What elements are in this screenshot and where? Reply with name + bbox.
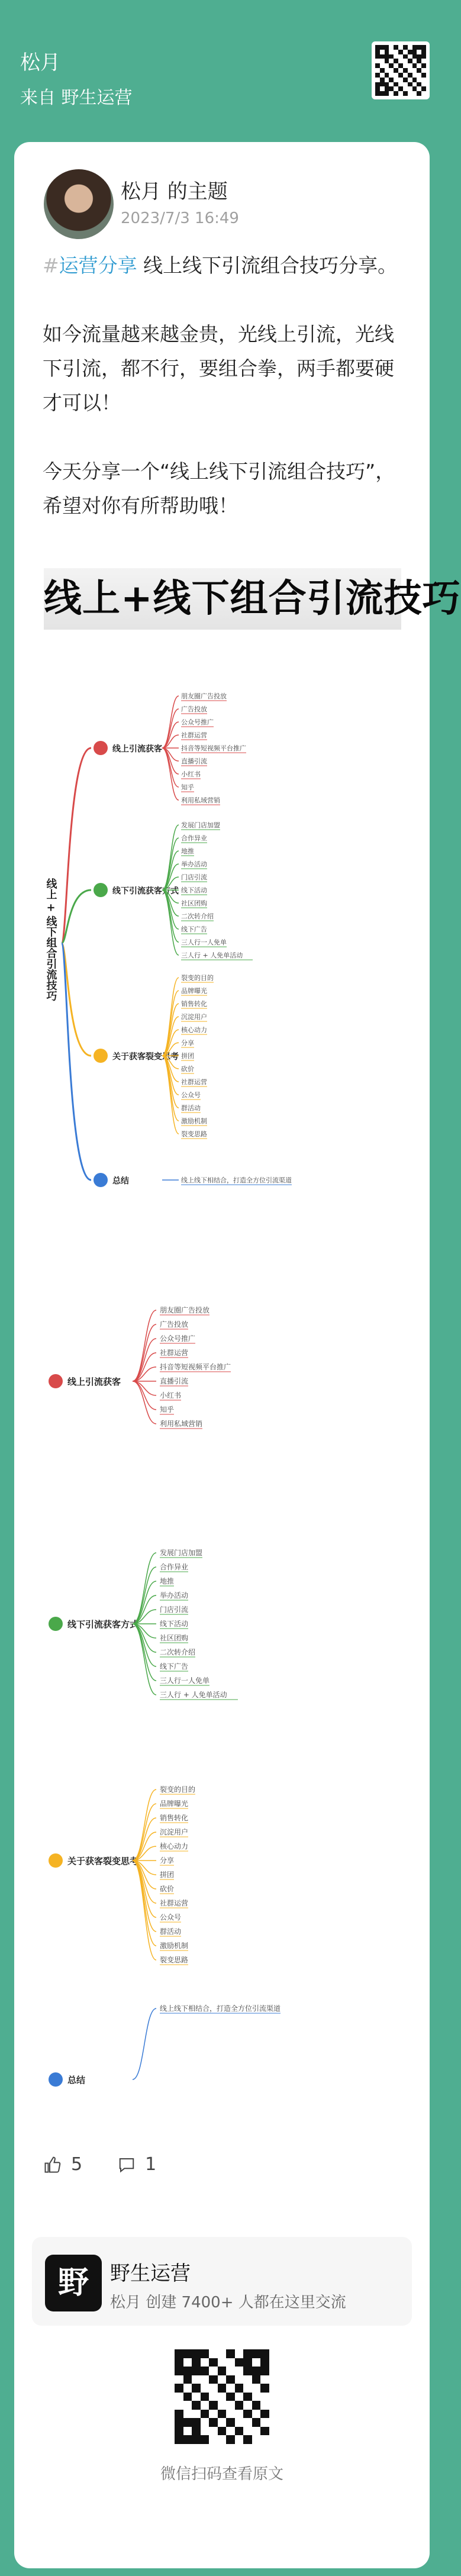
item-label: 线下广告 [181,926,207,933]
mindmap-title: 线上+线下组合引流技巧 [44,568,401,630]
item-label: 线下活动 [181,886,207,894]
section-item: 分享 [160,1856,175,1865]
section-connector [133,1310,156,1381]
item-label: 地推 [181,847,194,855]
item-connector [162,1004,179,1056]
section-item: 品牌曝光 [160,1800,189,1808]
section-item: 拼团 [160,1871,175,1879]
section-connector [133,1861,156,1946]
mindmap-root-label: 线上 + 线下组合引流技巧 [44,878,57,1001]
item-label: 三人行 + 人免单活动 [181,952,243,959]
section-item: 直播引流 [160,1377,189,1385]
scan-caption: 微信扫码查看原文 [160,2465,283,2483]
mindmap-connector [62,748,91,943]
item-label: 抖音等短视频平台推广 [181,744,246,752]
section-item: 线下广告 [160,1662,189,1671]
section-icon [49,1617,63,1631]
topic-tag[interactable]: #运营分享 [43,254,137,277]
like-button[interactable] [44,2154,82,2175]
item-label: 分享 [181,1039,194,1047]
section-item: 地推 [160,1577,175,1585]
branch-label: 总结 [112,1176,129,1186]
item-label: 广告投放 [181,705,207,713]
branch-icon [94,1173,108,1187]
item-label: 利用私域营销 [181,797,220,804]
branch-label: 线上引流获客 [112,744,162,754]
stats-bar [44,2154,192,2175]
channel-logo: 野 [45,2255,102,2311]
section-item: 社群运营 [160,1349,189,1357]
section-item: 公众号 [160,1913,182,1921]
item-connector [162,890,179,942]
item-label: 朋友圈广告投放 [181,692,227,700]
section-icon [49,1853,63,1868]
section-connector [133,1624,156,1681]
item-label: 二次转介绍 [181,913,214,920]
item-label: 社群运营 [181,1078,207,1086]
section-label: 线下引流获客方式 [67,1619,139,1630]
section-item: 群活动 [160,1927,182,1936]
branch-icon [94,883,108,897]
branch-icon [94,1049,108,1063]
comment-button[interactable] [118,2154,156,2175]
channel-meta: 松月 创建 7400+ 人都在这里交流 [110,2294,346,2311]
thumb-up-icon [44,2156,62,2174]
comment-icon [118,2156,136,2174]
post-paragraph-2: 如今流量越来越金贵，光线上引流，光线下引流，都不行，要组合拳，两手都要硬才可以！ [43,323,394,414]
section-item: 裂变的目的 [160,1785,196,1794]
item-connector [162,991,179,1056]
item-connector [162,748,179,800]
section-item: 利用私域营销 [160,1420,203,1428]
bottom-qr-code-icon[interactable] [175,2349,269,2444]
item-connector [162,838,179,890]
item-label: 裂变思路 [181,1130,207,1138]
section-item: 线下活动 [160,1620,189,1628]
comment-count: 1 [145,2154,157,2175]
item-label: 线上线下相结合，打造全方位引流渠道 [181,1176,292,1184]
section-connector [133,1553,156,1624]
section-item: 沉淀用户 [160,1828,189,1836]
section-item: 广告投放 [160,1320,189,1329]
item-label: 发展门店加盟 [181,821,220,829]
section-item: 举办活动 [160,1591,189,1600]
section-connector [133,2008,156,2080]
section-connector [133,1861,156,1932]
mindmap-image[interactable] [44,568,461,2085]
item-label: 销售转化 [181,1000,207,1008]
section-connector [133,1353,156,1381]
section-item: 发展门店加盟 [160,1549,203,1557]
item-label: 小红书 [181,770,201,778]
header-name: 松月 [20,51,60,75]
section-item: 合作异业 [160,1563,189,1571]
section-connector [133,1381,156,1424]
section-connector [133,1324,156,1381]
item-label: 举办活动 [181,860,207,868]
section-item: 三人行 + 人免单活动 [160,1691,227,1699]
section-label: 关于获客裂变思考 [67,1856,139,1866]
section-item: 公众号推广 [160,1334,196,1343]
section-item: 小红书 [160,1391,182,1400]
item-label: 三人行一人免单 [181,939,227,946]
item-label: 公众号 [181,1091,201,1099]
item-label: 知乎 [181,784,194,791]
section-item: 社群运营 [160,1899,189,1907]
item-label: 沉淀用户 [181,1013,207,1021]
branch-label: 关于获客裂变思考 [112,1052,179,1062]
item-connector [162,1056,179,1121]
item-label: 核心动力 [181,1026,207,1034]
item-label: 砍价 [181,1065,194,1073]
item-label: 合作异业 [181,834,207,842]
section-connector [133,1381,156,1410]
item-label: 门店引流 [181,873,207,881]
branch-icon [94,741,108,755]
section-icon [49,1374,63,1388]
avatar[interactable] [44,169,114,239]
qr-code-icon[interactable] [372,41,430,99]
section-item: 激励机制 [160,1942,189,1950]
item-label: 激励机制 [181,1117,207,1125]
item-label: 群活动 [181,1104,201,1112]
section-label: 线上引流获客 [67,1376,121,1387]
branch-label: 线下引流获客方式 [112,886,179,896]
mindmap-diagram [44,630,401,2083]
section-connector [133,1381,156,1395]
item-label: 社区团购 [181,899,207,907]
section-item: 线上线下相结合，打造全方位引流渠道 [160,2004,281,2013]
item-label: 裂变的目的 [181,974,214,982]
post-paragraph-1: #运营分享 线上线下引流组合技巧分享。 [43,254,398,277]
author-name[interactable]: 松月 的主题 [121,180,228,204]
item-connector [162,825,179,890]
post-date: 2023/7/3 16:49 [121,209,239,227]
section-label: 总结 [67,2075,86,2085]
header [0,0,444,142]
section-item: 抖音等短视频平台推广 [160,1363,231,1371]
item-connector [162,696,179,748]
section-item: 知乎 [160,1405,175,1414]
item-label: 社群运营 [181,731,207,739]
item-label: 品牌曝光 [181,987,207,995]
section-item: 二次转介绍 [160,1648,196,1656]
section-item: 砍价 [160,1885,175,1893]
item-label: 公众号推广 [181,718,214,726]
post-paragraph-3: 今天分享一个“线上线下引流组合技巧”，希望对你有所帮助哦！ [43,460,395,517]
section-item: 门店引流 [160,1605,189,1614]
header-source[interactable]: 来自 野生运营 [20,88,133,108]
section-connector [133,1624,156,1695]
section-item: 核心动力 [160,1842,189,1850]
like-count: 5 [71,2154,83,2175]
section-item: 朋友圈广告投放 [160,1306,210,1314]
section-connector [133,1567,156,1624]
section-item: 裂变思路 [160,1956,189,1964]
section-icon [49,2072,63,2087]
mindmap-connector [62,943,91,1180]
section-item: 社区团购 [160,1634,189,1642]
post-card [14,142,461,2568]
item-connector [162,890,179,955]
post-body [43,249,404,557]
item-connector [162,1056,179,1108]
channel-card[interactable] [32,2237,412,2326]
section-item: 三人行一人免单 [160,1677,210,1685]
section-item: 销售转化 [160,1814,189,1822]
item-label: 拼团 [181,1052,194,1060]
item-label: 直播引流 [181,757,207,765]
section-connector [133,1790,156,1861]
channel-name: 野生运营 [110,2262,191,2285]
section-connector [133,1804,156,1861]
